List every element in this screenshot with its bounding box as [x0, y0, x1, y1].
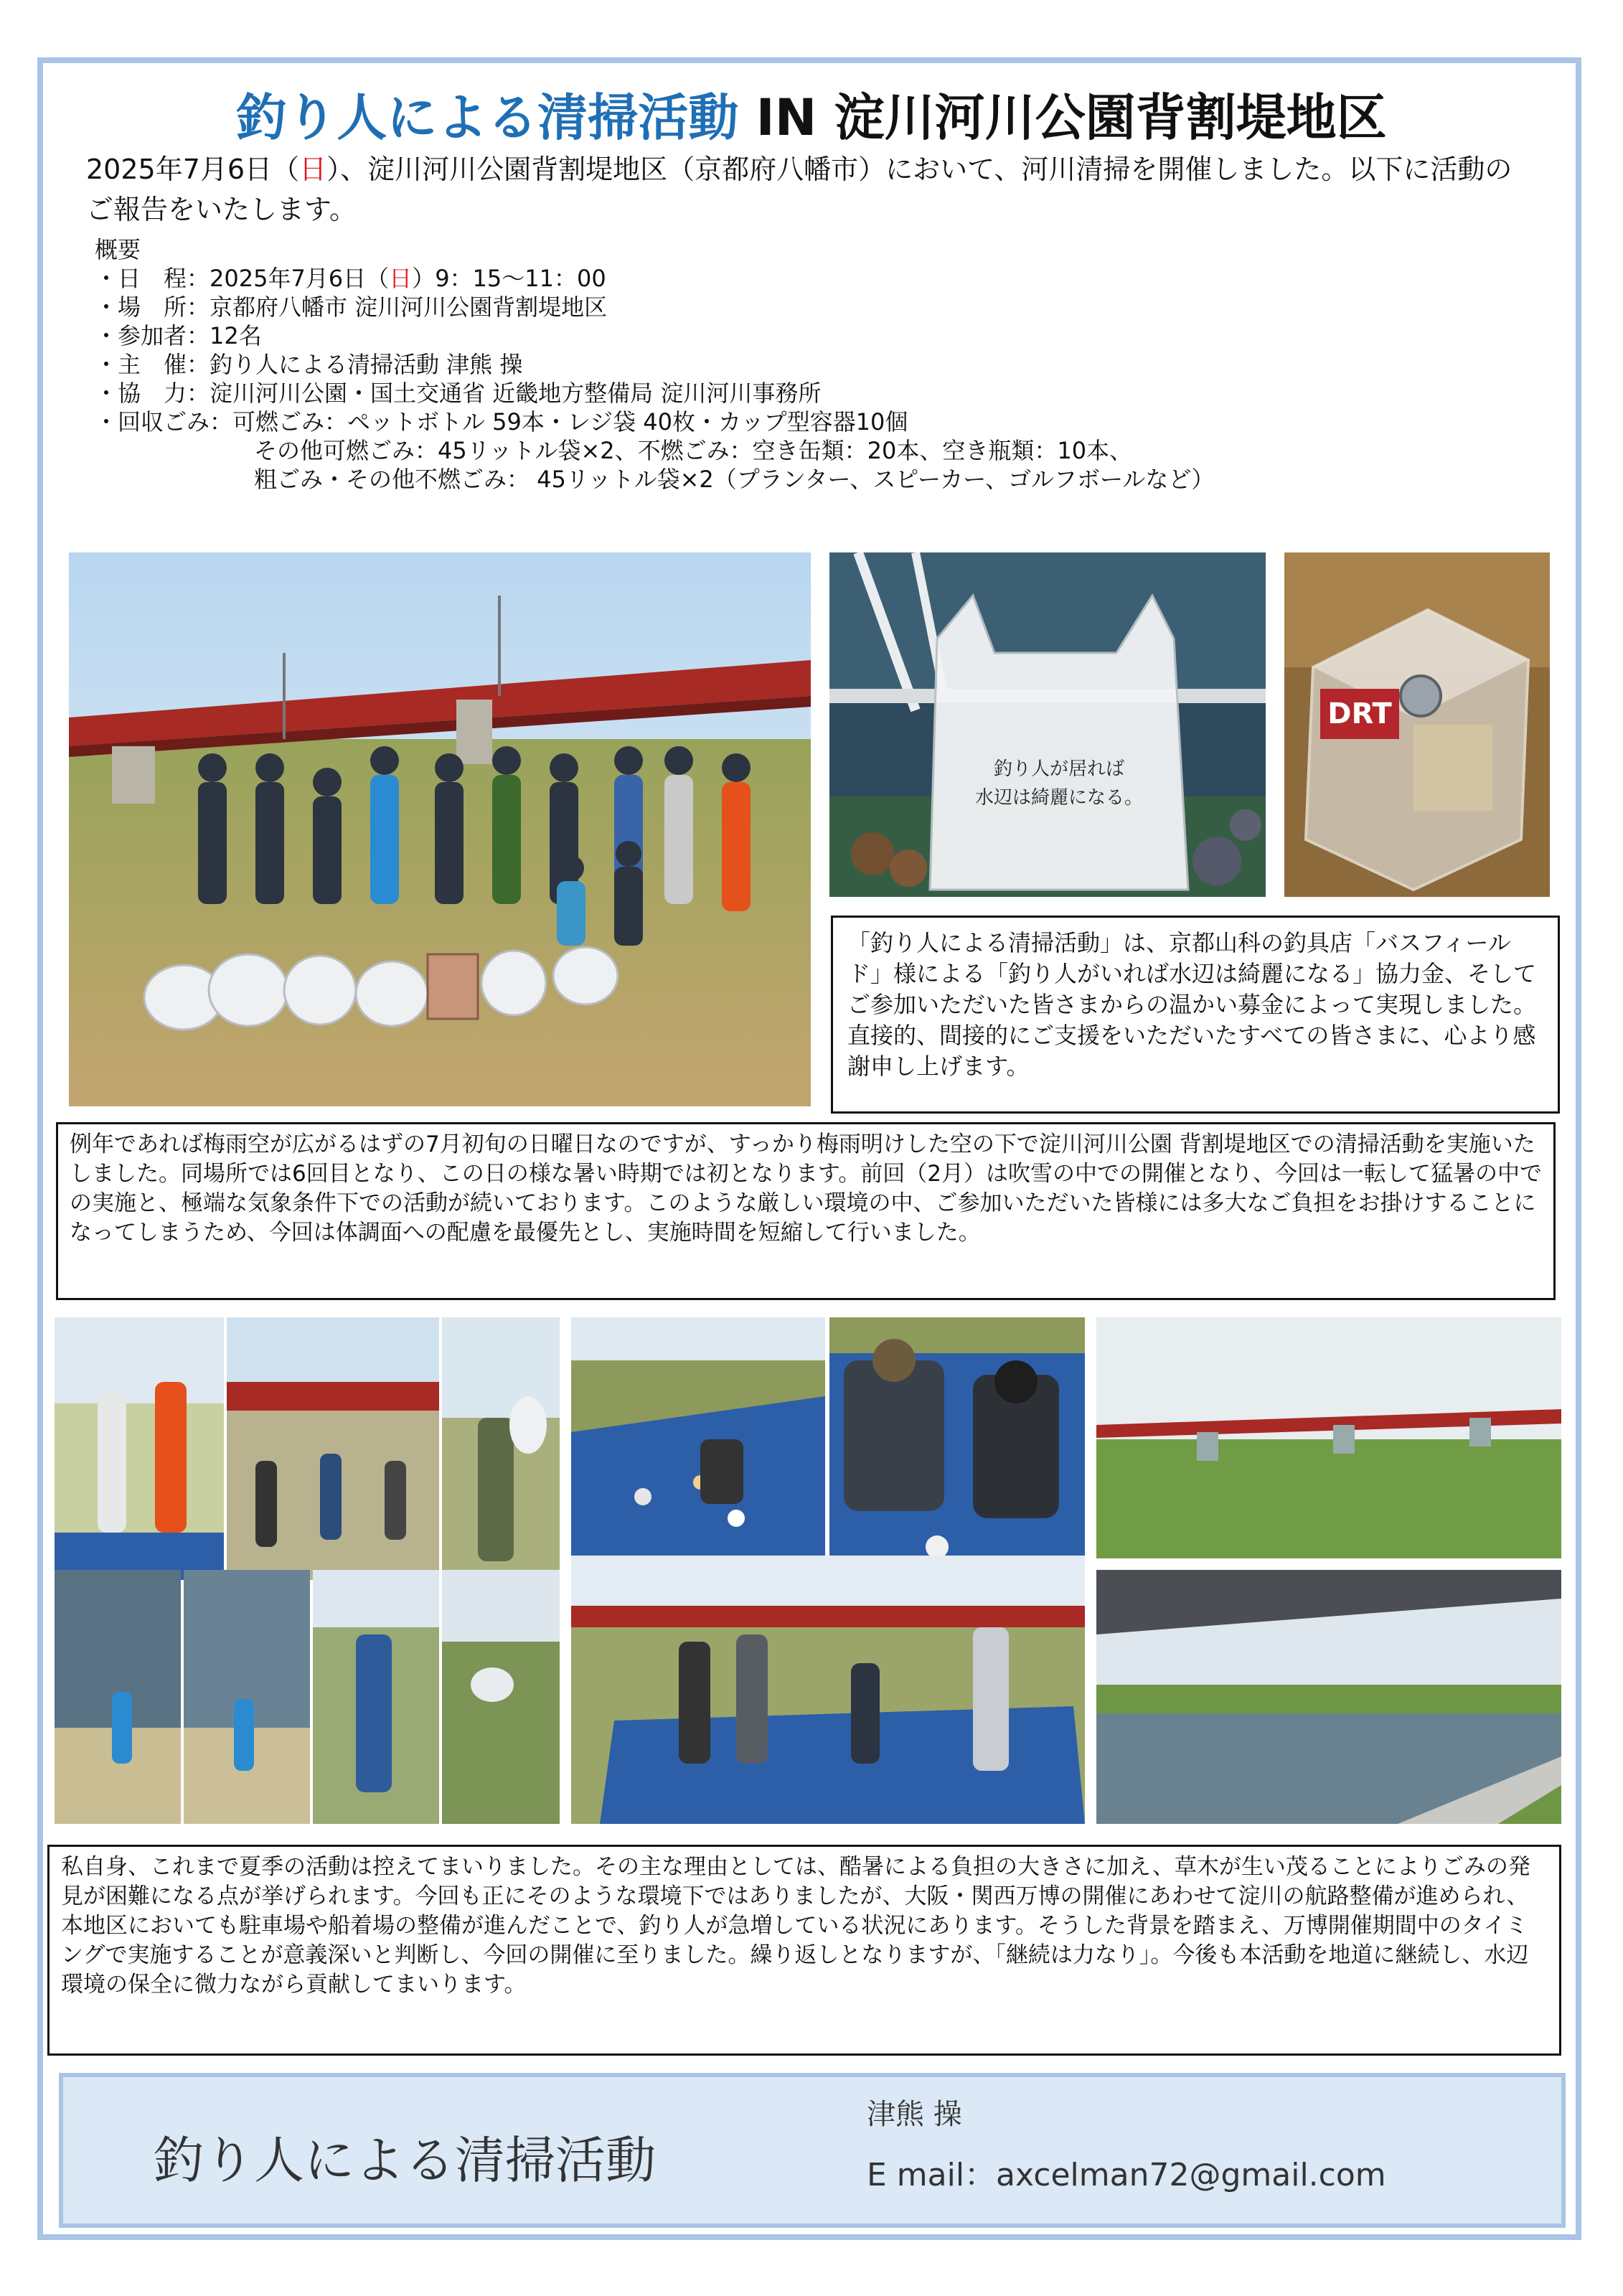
bag-sign-line-1: 釣り人が居れば: [993, 758, 1125, 780]
activity-photo-6: [55, 1570, 181, 1824]
page-title: 釣り人による清掃活動 IN 淀川河川公園背割堤地区: [236, 88, 1387, 147]
footer-org-name: 釣り人による清掃活動: [154, 2131, 656, 2190]
footer-email[interactable]: E mail：axcelman72@gmail.com: [867, 2157, 1386, 2193]
activity-photo-9: [442, 1570, 560, 1824]
summary-date: ・日 程：2025年7月6日（日）9：15〜11：00: [95, 265, 606, 292]
report-paragraph-2: 私自身、これまで夏季の活動は控えてまいりました。その主な理由としては、酷暑による負担の大きさに加え、草木が生い茂ることによりごみの発見が困難になる点が挙げられます。今回も正にそのような環境下ではありましたが、大阪・関西万博の開催にあわせて淀川の航路整備が進められ、本地区においても駐車場や船着場の整備が進んだことで、釣り人が急増している状況にあります。そうした背景を踏まえ、万博開催期間中のタイミングで実施することが意義深いと判断し、今回の開催に至りました。繰り返しとなりますが、「継続は力なり」。今後も本活動を地道に継続し、水辺環境の保全に微力ながら貢献してまいります。: [47, 1845, 1561, 2056]
activity-photo-4: [571, 1317, 825, 1580]
summary-host: ・主 催：釣り人による清掃活動 津熊 操: [95, 351, 523, 378]
intro-text: 2025年7月6日（日）、淀川河川公園背割堤地区（京都府八幡市）において、河川清掃を開催しました。以下に活動のご報告をいたします。: [86, 154, 1513, 225]
group-photo: [69, 552, 811, 1106]
summary-list: [95, 235, 1214, 494]
summary-heading: 概要: [95, 236, 141, 263]
box-label: DRT: [1327, 697, 1392, 730]
riverbank-photo-1: [1096, 1317, 1561, 1558]
thanks-box: 「釣り人による清掃活動」は、京都山科の釣具店「バスフィールド」様による「釣り人がいれば水辺は綺麗になる」協力金、そしてご参加いただいた皆さまからの温かい募金によって実現しました。直接的、間接的にご支援をいただいたすべての皆さまに、心より感謝申し上げます。: [831, 916, 1560, 1114]
activity-photo-1: [55, 1317, 224, 1580]
activity-photo-10: [571, 1556, 1085, 1824]
activity-photo-3: [442, 1317, 560, 1580]
activity-photo-5: [829, 1317, 1085, 1580]
garbage-bag-photo: [829, 552, 1266, 897]
report-paragraph-1: 例年であれば梅雨空が広がるはずの7月初旬の日曜日なのですが、すっかり梅雨明けした空の下で淀川河川公園 背割堤地区での清掃活動を実施いたしました。同場所では6回目となり、この日の様な暑い時期では初となります。前回（2月）は吹雪の中での開催となり、今回は一転して猛暑の中での実施と、極端な気象条件下での活動が続いております。このような厳しい環境の中、ご参加いただいた皆様には多大なご負担をお掛けすることになってしまうため、今回は体調面への配慮を最優先とし、実施時間を短縮して行いました。: [56, 1122, 1556, 1300]
donation-box-photo: [1284, 552, 1550, 897]
summary-garbage-2: その他可燃ごみ：45リットル袋×2、不燃ごみ：空き缶類：20本、空き瓶類：10本、: [254, 437, 1133, 464]
bag-sign-line-2: 水辺は綺麗になる。: [974, 787, 1144, 809]
summary-participants: ・参加者：12名: [95, 322, 262, 349]
summary-garbage-3: 粗ごみ・その他不燃ごみ： 45リットル袋×2（プランター、スピーカー、ゴルフボールなど）: [254, 466, 1215, 493]
activity-photo-8: [313, 1570, 439, 1824]
activity-photo-2: [227, 1317, 439, 1580]
activity-photo-7: [184, 1570, 310, 1824]
summary-cooperation: ・協 力：淀川河川公園・国土交通省 近畿地方整備局 淀川河川事務所: [95, 380, 822, 407]
footer-contact-name: 津熊 操: [867, 2098, 962, 2131]
riverbank-photo-2: [1096, 1570, 1561, 1824]
summary-place: ・場 所：京都府八幡市 淀川河川公園背割堤地区: [95, 293, 608, 321]
footer-banner: [59, 2073, 1566, 2228]
summary-garbage-1: ・回収ごみ：可燃ごみ：ペットボトル 59本・レジ袋 40枚・カップ型容器10個: [95, 408, 908, 436]
